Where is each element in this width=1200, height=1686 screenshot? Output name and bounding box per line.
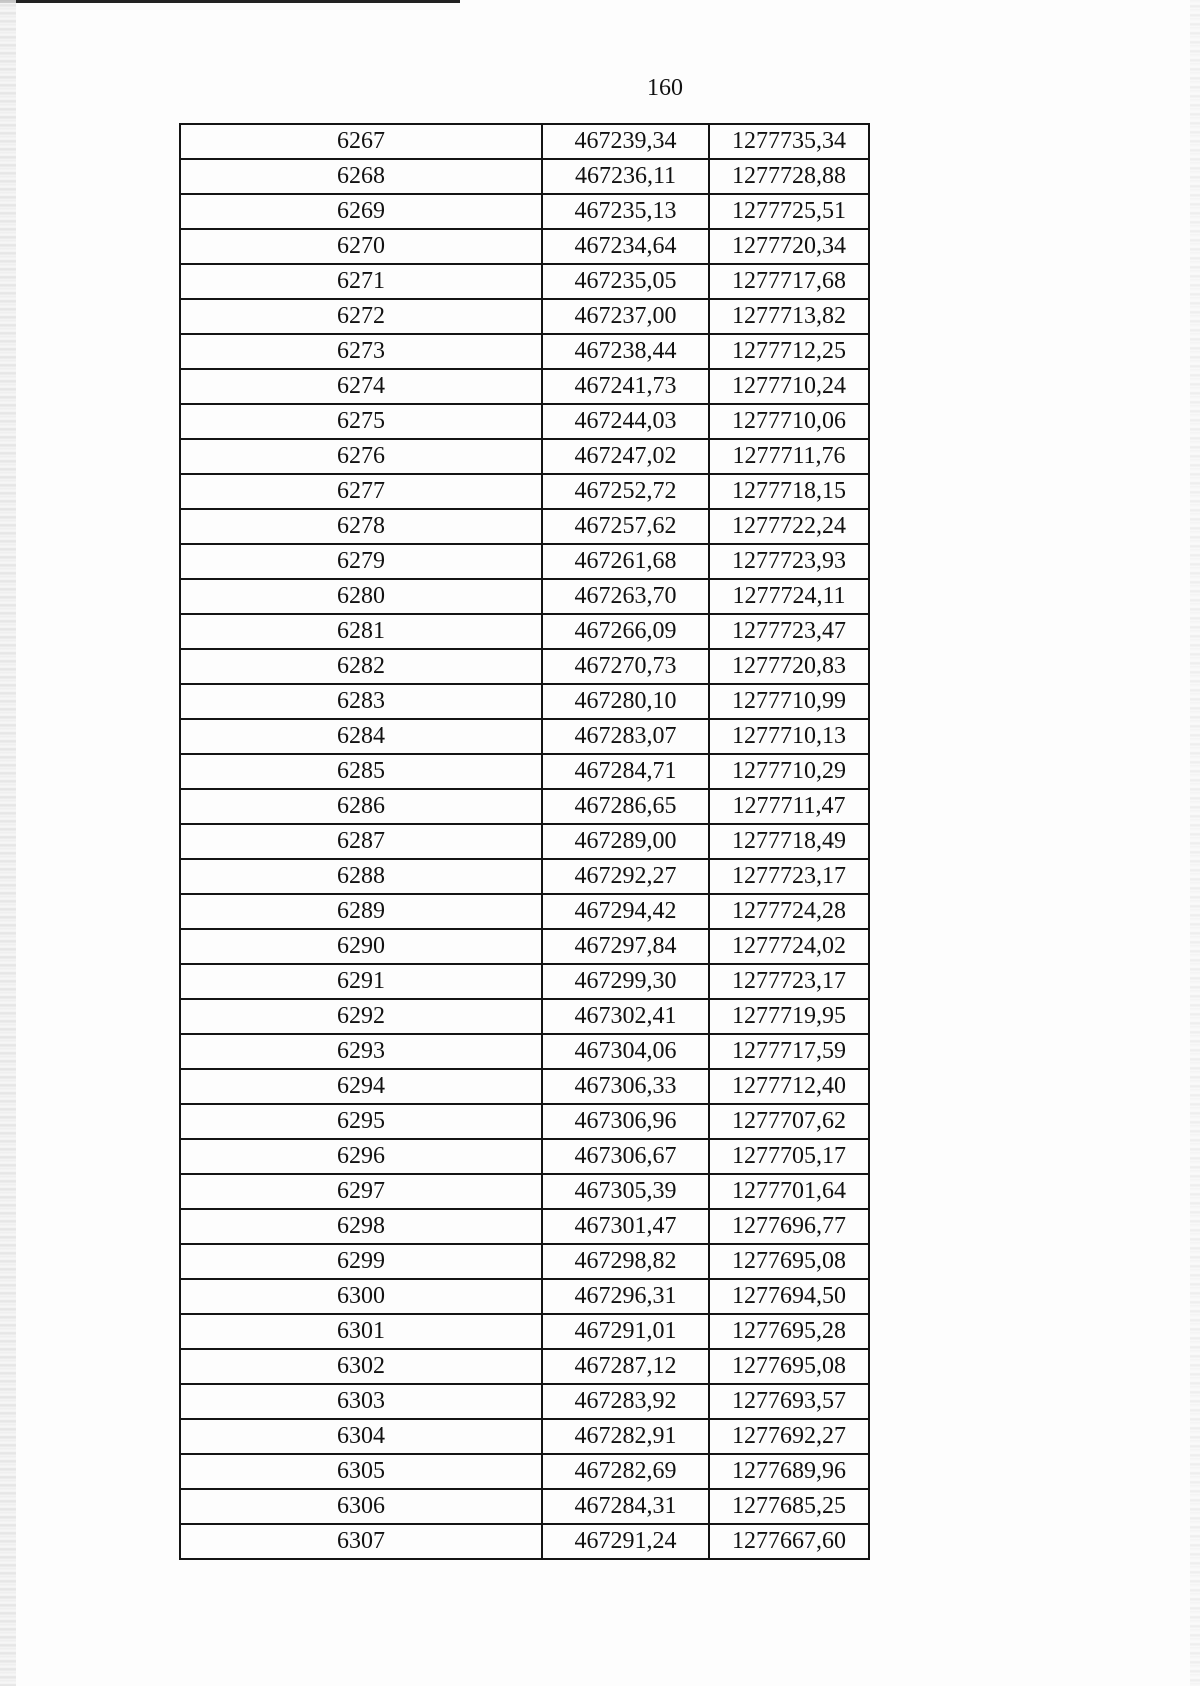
point-number-cell: 6301 — [180, 1314, 542, 1349]
x-coordinate-cell: 467291,24 — [542, 1524, 709, 1559]
x-coordinate-cell: 467235,05 — [542, 264, 709, 299]
table-row — [180, 159, 869, 194]
table-row — [180, 824, 869, 859]
table-row — [180, 1454, 869, 1489]
x-coordinate-cell: 467304,06 — [542, 1034, 709, 1069]
table-row — [180, 894, 869, 929]
y-coordinate-cell: 1277720,83 — [709, 649, 869, 684]
y-coordinate-cell: 1277710,99 — [709, 684, 869, 719]
x-coordinate-cell: 467280,10 — [542, 684, 709, 719]
x-coordinate-cell: 467237,00 — [542, 299, 709, 334]
y-coordinate-cell: 1277689,96 — [709, 1454, 869, 1489]
point-number-cell: 6296 — [180, 1139, 542, 1174]
coordinates-table — [179, 123, 870, 1560]
table-row — [180, 299, 869, 334]
point-number-cell: 6277 — [180, 474, 542, 509]
y-coordinate-cell: 1277705,17 — [709, 1139, 869, 1174]
x-coordinate-cell: 467238,44 — [542, 334, 709, 369]
table-row — [180, 1489, 869, 1524]
point-number-cell: 6295 — [180, 1104, 542, 1139]
point-number-cell: 6269 — [180, 194, 542, 229]
table-row — [180, 1104, 869, 1139]
y-coordinate-cell: 1277723,93 — [709, 544, 869, 579]
y-coordinate-cell: 1277718,15 — [709, 474, 869, 509]
point-number-cell: 6290 — [180, 929, 542, 964]
point-number-cell: 6272 — [180, 299, 542, 334]
table-row — [180, 719, 869, 754]
point-number-cell: 6302 — [180, 1349, 542, 1384]
table-row — [180, 1279, 869, 1314]
y-coordinate-cell: 1277724,28 — [709, 894, 869, 929]
x-coordinate-cell: 467296,31 — [542, 1279, 709, 1314]
y-coordinate-cell: 1277724,02 — [709, 929, 869, 964]
y-coordinate-cell: 1277696,77 — [709, 1209, 869, 1244]
x-coordinate-cell: 467241,73 — [542, 369, 709, 404]
table-row — [180, 229, 869, 264]
y-coordinate-cell: 1277695,28 — [709, 1314, 869, 1349]
y-coordinate-cell: 1277717,59 — [709, 1034, 869, 1069]
point-number-cell: 6276 — [180, 439, 542, 474]
table-row — [180, 1209, 869, 1244]
x-coordinate-cell: 467263,70 — [542, 579, 709, 614]
x-coordinate-cell: 467294,42 — [542, 894, 709, 929]
y-coordinate-cell: 1277694,50 — [709, 1279, 869, 1314]
y-coordinate-cell: 1277728,88 — [709, 159, 869, 194]
table-row — [180, 929, 869, 964]
y-coordinate-cell: 1277717,68 — [709, 264, 869, 299]
x-coordinate-cell: 467252,72 — [542, 474, 709, 509]
x-coordinate-cell: 467302,41 — [542, 999, 709, 1034]
table-row — [180, 999, 869, 1034]
y-coordinate-cell: 1277722,24 — [709, 509, 869, 544]
table-row — [180, 334, 869, 369]
point-number-cell: 6286 — [180, 789, 542, 824]
x-coordinate-cell: 467270,73 — [542, 649, 709, 684]
point-number-cell: 6278 — [180, 509, 542, 544]
point-number-cell: 6294 — [180, 1069, 542, 1104]
y-coordinate-cell: 1277724,11 — [709, 579, 869, 614]
y-coordinate-cell: 1277692,27 — [709, 1419, 869, 1454]
table-row — [180, 369, 869, 404]
x-coordinate-cell: 467239,34 — [542, 124, 709, 159]
point-number-cell: 6300 — [180, 1279, 542, 1314]
point-number-cell: 6280 — [180, 579, 542, 614]
x-coordinate-cell: 467291,01 — [542, 1314, 709, 1349]
y-coordinate-cell: 1277685,25 — [709, 1489, 869, 1524]
y-coordinate-cell: 1277723,17 — [709, 859, 869, 894]
point-number-cell: 6273 — [180, 334, 542, 369]
table-row — [180, 964, 869, 999]
x-coordinate-cell: 467247,02 — [542, 439, 709, 474]
point-number-cell: 6275 — [180, 404, 542, 439]
point-number-cell: 6282 — [180, 649, 542, 684]
y-coordinate-cell: 1277710,24 — [709, 369, 869, 404]
x-coordinate-cell: 467298,82 — [542, 1244, 709, 1279]
point-number-cell: 6291 — [180, 964, 542, 999]
table-row — [180, 649, 869, 684]
y-coordinate-cell: 1277725,51 — [709, 194, 869, 229]
table-row — [180, 789, 869, 824]
x-coordinate-cell: 467301,47 — [542, 1209, 709, 1244]
x-coordinate-cell: 467235,13 — [542, 194, 709, 229]
table-row — [180, 439, 869, 474]
point-number-cell: 6289 — [180, 894, 542, 929]
point-number-cell: 6292 — [180, 999, 542, 1034]
y-coordinate-cell: 1277711,47 — [709, 789, 869, 824]
table-row — [180, 264, 869, 299]
point-number-cell: 6271 — [180, 264, 542, 299]
x-coordinate-cell: 467305,39 — [542, 1174, 709, 1209]
point-number-cell: 6305 — [180, 1454, 542, 1489]
x-coordinate-cell: 467257,62 — [542, 509, 709, 544]
table-row — [180, 1034, 869, 1069]
point-number-cell: 6298 — [180, 1209, 542, 1244]
y-coordinate-cell: 1277693,57 — [709, 1384, 869, 1419]
x-coordinate-cell: 467234,64 — [542, 229, 709, 264]
x-coordinate-cell: 467306,67 — [542, 1139, 709, 1174]
point-number-cell: 6297 — [180, 1174, 542, 1209]
table-row — [180, 509, 869, 544]
point-number-cell: 6287 — [180, 824, 542, 859]
scan-left-edge — [0, 0, 16, 1686]
y-coordinate-cell: 1277718,49 — [709, 824, 869, 859]
x-coordinate-cell: 467297,84 — [542, 929, 709, 964]
y-coordinate-cell: 1277712,40 — [709, 1069, 869, 1104]
table-row — [180, 474, 869, 509]
x-coordinate-cell: 467299,30 — [542, 964, 709, 999]
y-coordinate-cell: 1277695,08 — [709, 1244, 869, 1279]
table-row — [180, 194, 869, 229]
x-coordinate-cell: 467306,33 — [542, 1069, 709, 1104]
y-coordinate-cell: 1277723,17 — [709, 964, 869, 999]
point-number-cell: 6299 — [180, 1244, 542, 1279]
table-row — [180, 859, 869, 894]
y-coordinate-cell: 1277719,95 — [709, 999, 869, 1034]
table-row — [180, 544, 869, 579]
x-coordinate-cell: 467244,03 — [542, 404, 709, 439]
y-coordinate-cell: 1277695,08 — [709, 1349, 869, 1384]
point-number-cell: 6283 — [180, 684, 542, 719]
table-row — [180, 754, 869, 789]
x-coordinate-cell: 467282,69 — [542, 1454, 709, 1489]
y-coordinate-cell: 1277735,34 — [709, 124, 869, 159]
point-number-cell: 6304 — [180, 1419, 542, 1454]
table-row — [180, 1384, 869, 1419]
x-coordinate-cell: 467284,71 — [542, 754, 709, 789]
point-number-cell: 6307 — [180, 1524, 542, 1559]
table-row — [180, 579, 869, 614]
point-number-cell: 6279 — [180, 544, 542, 579]
y-coordinate-cell: 1277701,64 — [709, 1174, 869, 1209]
table-row — [180, 404, 869, 439]
point-number-cell: 6303 — [180, 1384, 542, 1419]
point-number-cell: 6274 — [180, 369, 542, 404]
scan-top-rule — [0, 0, 460, 3]
point-number-cell: 6267 — [180, 124, 542, 159]
y-coordinate-cell: 1277707,62 — [709, 1104, 869, 1139]
y-coordinate-cell: 1277712,25 — [709, 334, 869, 369]
y-coordinate-cell: 1277710,29 — [709, 754, 869, 789]
x-coordinate-cell: 467283,07 — [542, 719, 709, 754]
table-row — [180, 1139, 869, 1174]
y-coordinate-cell: 1277710,13 — [709, 719, 869, 754]
x-coordinate-cell: 467282,91 — [542, 1419, 709, 1454]
scan-right-edge — [1190, 0, 1200, 1686]
table-row — [180, 124, 869, 159]
point-number-cell: 6270 — [180, 229, 542, 264]
x-coordinate-cell: 467289,00 — [542, 824, 709, 859]
table-row — [180, 684, 869, 719]
point-number-cell: 6293 — [180, 1034, 542, 1069]
x-coordinate-cell: 467292,27 — [542, 859, 709, 894]
point-number-cell: 6281 — [180, 614, 542, 649]
y-coordinate-cell: 1277723,47 — [709, 614, 869, 649]
point-number-cell: 6306 — [180, 1489, 542, 1524]
coordinates-table-body — [180, 124, 869, 1559]
y-coordinate-cell: 1277711,76 — [709, 439, 869, 474]
point-number-cell: 6285 — [180, 754, 542, 789]
y-coordinate-cell: 1277713,82 — [709, 299, 869, 334]
table-row — [180, 1069, 869, 1104]
x-coordinate-cell: 467261,68 — [542, 544, 709, 579]
page-number: 160 — [647, 75, 683, 101]
y-coordinate-cell: 1277720,34 — [709, 229, 869, 264]
x-coordinate-cell: 467283,92 — [542, 1384, 709, 1419]
point-number-cell: 6284 — [180, 719, 542, 754]
table-row — [180, 1419, 869, 1454]
table-row — [180, 1524, 869, 1559]
table-row — [180, 1174, 869, 1209]
x-coordinate-cell: 467287,12 — [542, 1349, 709, 1384]
x-coordinate-cell: 467306,96 — [542, 1104, 709, 1139]
table-row — [180, 1314, 869, 1349]
x-coordinate-cell: 467286,65 — [542, 789, 709, 824]
table-row — [180, 1244, 869, 1279]
point-number-cell: 6288 — [180, 859, 542, 894]
x-coordinate-cell: 467284,31 — [542, 1489, 709, 1524]
y-coordinate-cell: 1277710,06 — [709, 404, 869, 439]
table-row — [180, 614, 869, 649]
y-coordinate-cell: 1277667,60 — [709, 1524, 869, 1559]
point-number-cell: 6268 — [180, 159, 542, 194]
x-coordinate-cell: 467266,09 — [542, 614, 709, 649]
table-row — [180, 1349, 869, 1384]
x-coordinate-cell: 467236,11 — [542, 159, 709, 194]
